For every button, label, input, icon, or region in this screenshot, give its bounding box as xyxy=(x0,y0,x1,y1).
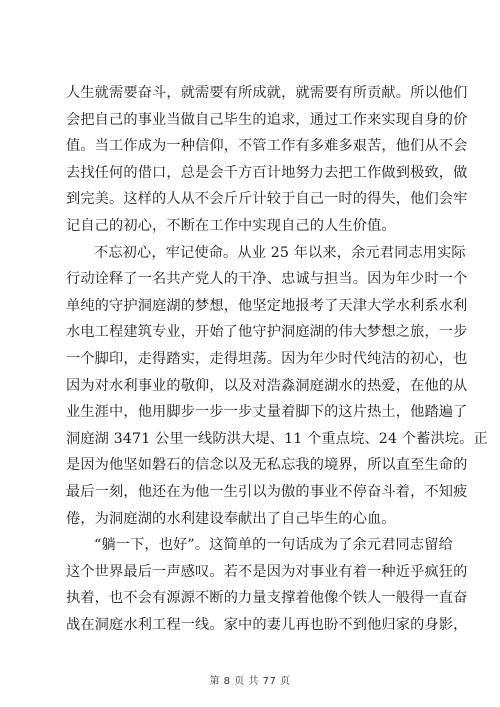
page-footer: 第 8 页 共 77 页 xyxy=(209,676,291,687)
text-line: 一个脚印，走得踏实，走得坦荡。因为年少时代纯洁的初心，也 xyxy=(66,350,468,367)
text-line: 水电工程建筑专业，开始了他守护洞庭湖的伟大梦想之旅，一步 xyxy=(66,324,468,341)
text-line: 行动诠释了一名共产党人的干净、忠诚与担当。因为年少时一个 xyxy=(66,271,468,288)
text-line: 值。当工作成为一种信仰，不管工作有多难多艰苦，他们从不会 xyxy=(66,138,468,155)
text-line: 因为对水利事业的敬仰，以及对浩淼洞庭湖水的热爱，在他的从 xyxy=(66,377,468,394)
text-line: 会把自己的事业当做自己毕生的追求，通过工作来实现自身的价 xyxy=(66,111,468,128)
text-line: 最后一刻，他还在为他一生引以为傲的事业不停奋斗着，不知疲 xyxy=(66,483,468,500)
body-text xyxy=(66,80,488,638)
text-line: 不忘初心，牢记使命。从业 25 年以来，余元君同志用实际 xyxy=(94,244,466,261)
text-line: 执着，也不会有源源不断的力量支撑着他像个铁人一般得一直奋 xyxy=(66,590,468,607)
text-line: 倦，为洞庭湖的水利建设奉献出了自己毕生的心血。 xyxy=(66,510,396,527)
text-line: 这个世界最后一声感叹。若不是因为对事业有着一种近乎疯狂的 xyxy=(66,563,468,580)
text-line: “躺一下，也好”。这简单的一句话成为了余元君同志留给 xyxy=(94,537,453,554)
text-line: 单纯的守护洞庭湖的梦想，他坚定地报考了天津大学水利系水利 xyxy=(66,297,468,314)
text-line: 战在洞庭水利工程一线。家中的妻儿再也盼不到他归家的身影， xyxy=(66,616,468,633)
text-line: 是因为他坚如磐石的信念以及无私忘我的境界，所以直至生命的 xyxy=(66,457,468,474)
text-line: 人生就需要奋斗，就需要有所成就，就需要有所贡献。所以他们 xyxy=(66,85,468,101)
text-line: 业生涯中，他用脚步一步一步丈量着脚下的这片热土，他踏遍了 xyxy=(66,404,468,421)
text-line: 记自己的初心，不断在工作中实现自己的人生价值。 xyxy=(66,217,396,234)
text-line: 洞庭湖 3471 公里一线防洪大堤、11 个重点垸、24 个蓄洪垸。正 xyxy=(66,430,488,447)
text-line: 去找任何的借口，总是会千方百计地努力去把工作做到极致，做 xyxy=(66,164,468,181)
text-line: 到完美。这样的人从不会斤斤计较于自己一时的得失，他们会牢 xyxy=(66,191,468,208)
